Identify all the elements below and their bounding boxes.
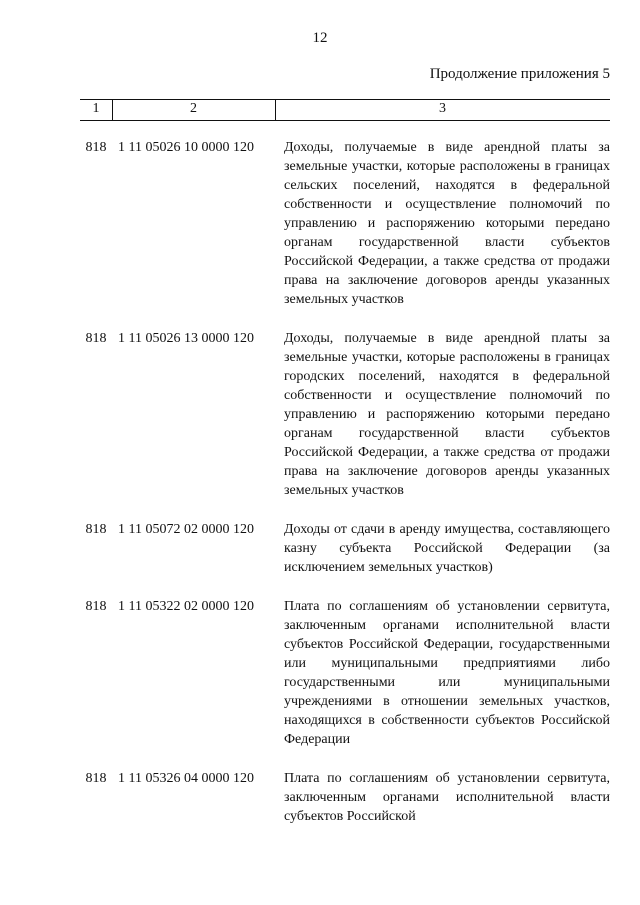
admin-code: 818	[85, 140, 107, 155]
table-header	[80, 99, 610, 121]
budget-code: 1 11 05322 02 0000 120	[118, 599, 254, 614]
header-col-3: 3	[439, 101, 446, 116]
income-description: Доходы, получаемые в виде арендной платы за земельные участки, которые расположены в границах сельских поселений, находятся в федеральной собственности и осуществление полномочий по управлению и распоряжению которыми передано органам государственной власти субъектов Российской Федерации, а также средства от продажи права на заключение договоров аренды указанных земельных участков	[284, 140, 610, 307]
table-row	[80, 138, 610, 309]
income-description: Доходы от сдачи в аренду имущества, составляющего казну субъекта Российской Федерации (за исключением земельных участков)	[284, 522, 610, 575]
admin-code: 818	[85, 771, 107, 786]
page-number: 12	[312, 30, 328, 46]
table-row	[80, 769, 610, 826]
admin-code: 818	[85, 599, 107, 614]
table-row	[80, 329, 610, 500]
budget-code: 1 11 05072 02 0000 120	[118, 522, 254, 537]
continuation-label: Продолжение приложения 5	[429, 66, 610, 82]
table-body	[80, 138, 610, 846]
income-description: Доходы, получаемые в виде арендной платы за земельные участки, которые расположены в границах городских поселений, находятся в федеральной собственности и осуществление полномочий по управлению и распоряжению которыми передано органам государственной власти субъектов Российской Федерации, а также средства от продажи права на заключение договоров аренды указанных земельных участков	[284, 331, 610, 498]
table-row	[80, 597, 610, 749]
table-row	[80, 520, 610, 577]
budget-code: 1 11 05026 10 0000 120	[118, 140, 254, 155]
budget-code: 1 11 05326 04 0000 120	[118, 771, 254, 786]
header-col-1: 1	[92, 101, 100, 116]
income-description: Плата по соглашениям об установлении сервитута, заключенным органами исполнительной власти субъектов Российской Федерации, государственными или муниципальными предприятиями либо государственными или муниципальными учреждениями в отношении земельных участков, находящихся в собственности субъектов Российской Федерации	[284, 599, 610, 747]
header-col-2: 2	[190, 101, 197, 116]
income-description: Плата по соглашениям об установлении сервитута, заключенным органами исполнительной власти субъектов Российской	[284, 771, 610, 824]
admin-code: 818	[85, 522, 107, 537]
budget-code: 1 11 05026 13 0000 120	[118, 331, 254, 346]
admin-code: 818	[85, 331, 107, 346]
